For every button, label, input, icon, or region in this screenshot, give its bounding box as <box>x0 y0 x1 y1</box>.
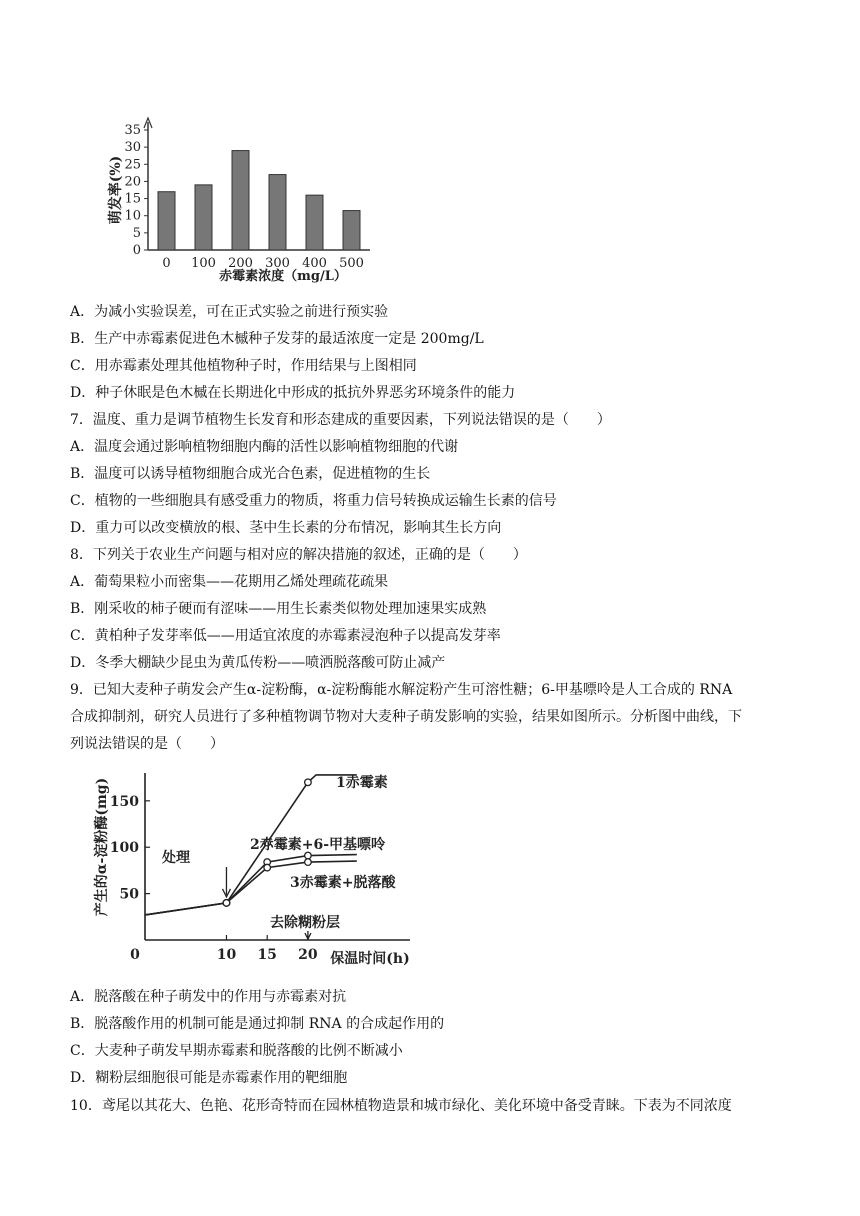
bar <box>232 151 249 250</box>
q6-option-a: A．为减小实验误差，可在正式实验之前进行预实验 <box>70 304 389 320</box>
annotation-treatment: 处理 <box>162 850 190 866</box>
bar-ytick-label: 20 <box>124 174 141 190</box>
line-xtick-label: 15 <box>257 947 277 963</box>
bar-ytick-label: 10 <box>124 208 141 224</box>
bar <box>343 211 360 250</box>
line-xtick-label: 20 <box>298 947 318 963</box>
q7-option-d: D．重力可以改变横放的根、茎中生长素的分布情况，影响其生长方向 <box>70 520 502 536</box>
bar <box>195 185 212 250</box>
q9-option-d: D．糊粉层细胞很可能是赤霉素作用的靶细胞 <box>70 1070 348 1086</box>
line-xtick-label: 0 <box>130 947 140 963</box>
q7-option-a: A．温度会通过影响植物细胞内酶的活性以影响植物细胞的代谢 <box>70 439 459 455</box>
q7-option-b: B．温度可以诱导植物细胞合成光合色素，促进植物的生长 <box>70 466 431 482</box>
bar <box>158 192 175 250</box>
bar-ytick-label: 5 <box>132 225 141 241</box>
line-chart-ylabel: 产生的α-淀粉酶(mg) <box>94 777 110 917</box>
bar-chart-xlabel: 赤霉素浓度（mg/L） <box>219 269 347 284</box>
series-marker <box>305 779 312 786</box>
q7-stem: 7．温度、重力是调节植物生长发育和形态建成的重要因素，下列说法错误的是（ ） <box>70 412 611 428</box>
bar-ytick-label: 30 <box>124 140 141 156</box>
q8-stem: 8．下列关于农业生产问题与相对应的解决措施的叙述，正确的是（ ） <box>70 547 527 563</box>
bar-xtick-label: 100 <box>191 256 216 271</box>
bar-ytick-label: 15 <box>124 191 141 207</box>
q7-option-c: C．植物的一些细胞具有感受重力的物质，将重力信号转换成运输生长素的信号 <box>70 493 557 509</box>
bar-xtick-label: 300 <box>265 256 290 271</box>
q9-stem-line1: 9．已知大麦种子萌发会产生α-淀粉酶，α-淀粉酶能水解淀粉产生可溶性糖；6-甲基嘌呤是人工合成的 RNA <box>70 682 733 698</box>
bar <box>306 195 323 250</box>
line-ytick-label: 150 <box>109 793 139 810</box>
q8-option-d: D．冬季大棚缺少昆虫为黄瓜传粉——喷洒脱落酸可防止减产 <box>70 655 446 671</box>
q8-option-b: B．刚采收的柿子硬而有涩味——用生长素类似物处理加速果实成熟 <box>70 601 487 617</box>
q6-option-c: C．用赤霉素处理其他植物种子时，作用结果与上图相同 <box>70 358 417 374</box>
q9-stem-line3: 列说法错误的是（ ） <box>70 736 224 752</box>
q9-option-a: A．脱落酸在种子萌发中的作用与赤霉素对抗 <box>70 989 347 1005</box>
series-marker <box>223 900 230 907</box>
bar-xtick-label: 400 <box>302 256 327 271</box>
q8-option-c: C．黄柏种子发芽率低——用适宜浓度的赤霉素浸泡种子以提高发芽率 <box>70 628 501 644</box>
series-label-gibberellin-aba: 3赤霉素+脱落酸 <box>290 875 396 891</box>
q6-option-d: D．种子休眠是色木槭在长期进化中形成的抵抗外界恶劣环境条件的能力 <box>70 385 516 401</box>
bar-ytick-label: 0 <box>132 243 141 258</box>
annotation-remove-aleurone: 去除糊粉层 <box>270 915 340 931</box>
germination-bar-chart <box>70 100 380 290</box>
series-marker <box>305 852 312 859</box>
bar-xtick-label: 200 <box>228 256 253 271</box>
line-ytick-label: 100 <box>109 840 139 857</box>
line-ytick-label: 50 <box>119 886 139 903</box>
amylase-line-chart <box>90 765 430 975</box>
q6-option-b: B．生产中赤霉素促进色木槭种子发芽的最适浓度一定是 200mg/L <box>70 331 484 347</box>
bar <box>269 175 286 250</box>
series-marker <box>264 864 271 871</box>
q10-stem: 10．鸢尾以其花大、色艳、花形奇特而在园林植物造景和城市绿化、美化环境中备受青睐。下表为不同浓度 <box>70 1098 732 1114</box>
series-label-gibberellin: 1赤霉素 <box>336 775 388 791</box>
line-xtick-label: 10 <box>216 947 237 963</box>
series-label-gibberellin-methylpurine: 2赤霉素+6-甲基嘌呤 <box>250 837 386 853</box>
bar-ytick-label: 25 <box>124 157 141 173</box>
series-marker <box>305 859 312 866</box>
q9-stem-line2: 合成抑制剂，研究人员进行了多种植物调节物对大麦种子萌发影响的实验，结果如图所示。分析图中曲线，下 <box>70 709 742 725</box>
q9-option-c: C．大麦种子萌发早期赤霉素和脱落酸的比例不断减小 <box>70 1043 403 1059</box>
bar-ytick-label: 35 <box>124 123 141 138</box>
q8-option-a: A．葡萄果粒小而密集——花期用乙烯处理疏花疏果 <box>70 574 389 590</box>
line-chart-xlabel: 保温时间(h) <box>330 951 410 967</box>
q9-option-b: B．脱落酸作用的机制可能是通过抑制 RNA 的合成起作用的 <box>70 1016 445 1032</box>
bar-chart-ylabel: 萌发率(%) <box>108 155 124 225</box>
bar-xtick-label: 500 <box>339 256 364 271</box>
bar-xtick-label: 0 <box>162 256 171 271</box>
